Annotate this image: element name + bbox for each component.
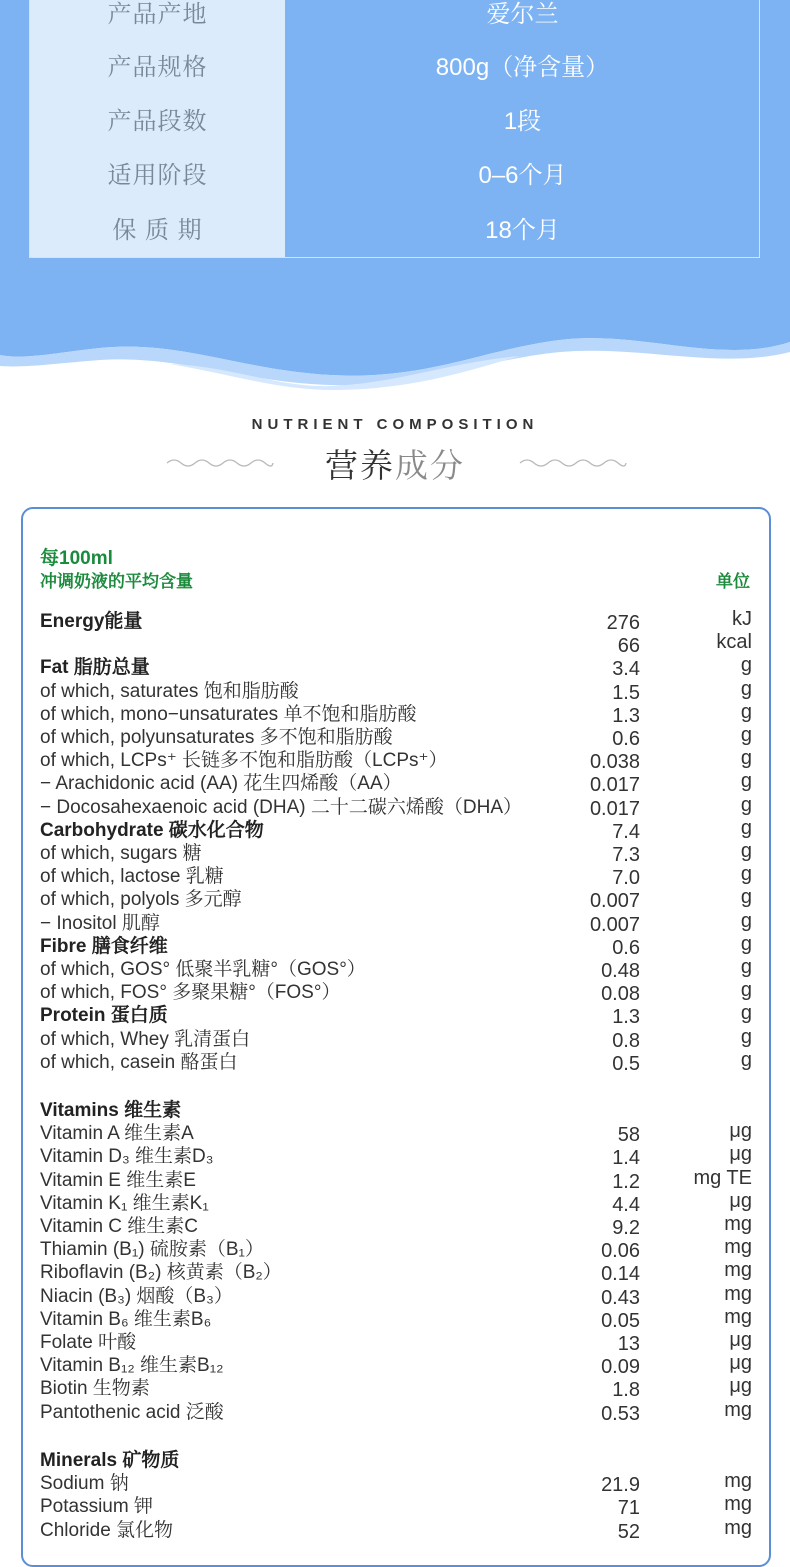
nutrient-row: [40, 1285, 752, 1308]
nutrient-name: − Arachidonic acid (AA) 花生四烯酸（AA）: [40, 773, 402, 794]
nutrient-row: [40, 1238, 752, 1261]
nutrient-value: 0.017: [589, 774, 640, 796]
nutrient-row: [40, 1169, 752, 1192]
nutrient-name: of which, polyunsaturates 多不饱和脂肪酸: [40, 727, 393, 748]
nutrient-unit: mg: [724, 1283, 752, 1305]
wave-divider: [0, 270, 790, 400]
nutrient-unit: mg: [724, 1213, 752, 1235]
nutrient-unit: g: [740, 747, 752, 769]
nutrient-name: Pantothenic acid 泛酸: [40, 1402, 224, 1423]
nutrient-row: [40, 749, 752, 772]
unit-header: 单位: [716, 572, 750, 591]
info-label: 适用阶段: [107, 162, 208, 189]
right-squiggle-decoration: [518, 455, 628, 471]
nutrient-row: [40, 1261, 752, 1284]
nutrient-unit: mg: [724, 1493, 752, 1515]
nutrient-row: [40, 1519, 752, 1542]
nutrient-row: [40, 1354, 752, 1377]
nutrient-unit: mg: [724, 1470, 752, 1492]
nutrient-unit: g: [740, 840, 752, 862]
per-100ml-label: 每100ml: [40, 548, 113, 569]
nutrient-row: [40, 1401, 752, 1424]
nutrient-name: of which, LCPs⁺ 长链多不饱和脂肪酸（LCPs⁺）: [40, 750, 448, 771]
nutrient-row: [40, 1215, 752, 1238]
nutrient-value: 1.5: [612, 682, 640, 704]
nutrient-unit: g: [740, 770, 752, 792]
info-label: 产品段数: [107, 108, 208, 135]
nutrient-row: [40, 772, 752, 795]
info-label: 保 质 期: [112, 217, 203, 244]
nutrient-value: 52: [617, 1521, 640, 1543]
info-row: [30, 41, 760, 95]
nutrient-unit: g: [740, 886, 752, 908]
nutrient-row: [40, 680, 752, 703]
nutrient-name: Thiamin (B₁) 硫胺素（B₁）: [40, 1239, 264, 1260]
nutrient-unit: g: [740, 910, 752, 932]
per-100ml-sublabel: 冲调奶液的平均含量: [40, 572, 193, 591]
nutrient-unit: g: [740, 933, 752, 955]
info-value: 0–6个月: [478, 162, 567, 189]
nutrient-row: [40, 1004, 752, 1027]
nutrient-value: 58: [617, 1124, 640, 1146]
nutrient-value: 4.4: [612, 1194, 640, 1216]
nutrient-row: [40, 1495, 752, 1518]
nutrient-name: Fat 脂肪总量: [40, 657, 150, 678]
nutrient-unit: mg: [724, 1306, 752, 1328]
section-title-en: NUTRIENT COMPOSITION: [251, 416, 539, 433]
nutrient-row: [40, 819, 752, 842]
nutrient-unit: mg TE: [693, 1167, 752, 1189]
nutrient-unit: g: [740, 701, 752, 723]
nutrient-value: 0.14: [601, 1263, 640, 1285]
nutrient-row: [40, 1449, 752, 1472]
nutrient-row: [40, 796, 752, 819]
nutrient-unit: kJ: [732, 608, 752, 630]
info-value: 18个月: [485, 217, 560, 244]
nutrient-row: [40, 1331, 752, 1354]
nutrient-unit: g: [740, 654, 752, 676]
nutrient-unit: g: [740, 678, 752, 700]
nutrient-name: Niacin (B₃) 烟酸（B₃）: [40, 1286, 233, 1307]
nutrient-value: 66: [617, 635, 640, 657]
nutrient-name: Vitamin E 维生素E: [40, 1170, 196, 1191]
nutrient-value: 13: [617, 1333, 640, 1355]
nutrient-name: Vitamins 维生素: [40, 1100, 182, 1121]
info-row: [30, 149, 760, 203]
info-row: [30, 95, 760, 149]
section-title-cn-dark: 营养: [325, 447, 395, 484]
nutrient-unit: μg: [729, 1143, 752, 1165]
nutrient-row: [40, 610, 752, 633]
nutrient-row: [40, 1099, 752, 1122]
nutrient-value: 1.3: [612, 1006, 640, 1028]
nutrient-row: [40, 1192, 752, 1215]
nutrient-value: 0.08: [601, 983, 640, 1005]
nutrient-row: [40, 656, 752, 679]
nutrient-row: [40, 981, 752, 1004]
nutrient-row: [40, 1308, 752, 1331]
nutrient-name: of which, lactose 乳糖: [40, 866, 224, 887]
nutrient-value: 0.8: [612, 1030, 640, 1052]
nutrient-value: 0.007: [589, 914, 640, 936]
nutrient-value: 1.3: [612, 705, 640, 727]
nutrient-unit: mg: [724, 1259, 752, 1281]
nutrient-name: of which, FOS° 多聚果糖°（FOS°）: [40, 982, 341, 1003]
product-info-table: [29, 0, 760, 258]
nutrient-value: 9.2: [612, 1217, 640, 1239]
nutrient-value: 0.05: [601, 1310, 640, 1332]
nutrient-name: Potassium 钾: [40, 1496, 153, 1517]
nutrient-value: 7.4: [612, 821, 640, 843]
nutrient-row: [40, 1122, 752, 1145]
nutrient-name: Energy能量: [40, 611, 143, 632]
nutrient-unit: g: [740, 724, 752, 746]
nutrient-value: 21.9: [601, 1474, 640, 1496]
nutrient-value: 71: [617, 1497, 640, 1519]
left-squiggle-decoration: [165, 455, 275, 471]
nutrient-name: Biotin 生物素: [40, 1378, 150, 1399]
nutrient-value: 1.4: [612, 1147, 640, 1169]
nutrient-name: of which, Whey 乳清蛋白: [40, 1029, 251, 1050]
nutrient-name: of which, saturates 饱和脂肪酸: [40, 681, 299, 702]
nutrient-row: [40, 1472, 752, 1495]
nutrient-value: 276: [606, 612, 640, 634]
nutrient-name: Protein 蛋白质: [40, 1005, 168, 1026]
nutrient-row: [40, 912, 752, 935]
nutrient-unit: μg: [729, 1375, 752, 1397]
nutrient-unit: g: [740, 794, 752, 816]
nutrient-name: − Docosahexaenoic acid (DHA) 二十二碳六烯酸（DHA）: [40, 797, 522, 818]
nutrient-row: [40, 1028, 752, 1051]
nutrient-value: 7.0: [612, 867, 640, 889]
nutrient-name: of which, casein 酪蛋白: [40, 1052, 238, 1073]
nutrient-value: 7.3: [612, 844, 640, 866]
section-title-cn: [0, 440, 790, 487]
nutrient-unit: μg: [729, 1329, 752, 1351]
nutrient-value: 0.007: [589, 890, 640, 912]
nutrient-value: 0.09: [601, 1356, 640, 1378]
nutrient-name: Vitamin B₆ 维生素B₆: [40, 1309, 212, 1330]
nutrient-value: 0.017: [589, 798, 640, 820]
nutrient-value: 0.53: [601, 1403, 640, 1425]
nutrient-name: Vitamin C 维生素C: [40, 1216, 199, 1237]
nutrient-value: 0.06: [601, 1240, 640, 1262]
info-value: 爱尔兰: [486, 1, 559, 28]
info-value: 800g（净含量）: [435, 54, 610, 81]
nutrient-row: [40, 888, 752, 911]
info-label: 产品规格: [107, 54, 208, 81]
nutrient-row: [40, 1377, 752, 1400]
nutrient-row: [40, 1145, 752, 1168]
nutrient-value: 0.6: [612, 728, 640, 750]
nutrient-value: 3.4: [612, 658, 640, 680]
nutrient-value: 0.038: [589, 751, 640, 773]
nutrient-name: Chloride 氯化物: [40, 1520, 174, 1541]
nutrient-name: Fibre 膳食纤维: [40, 936, 168, 957]
nutrient-unit: g: [740, 817, 752, 839]
nutrient-name: Minerals 矿物质: [40, 1450, 180, 1471]
nutrient-row: [40, 958, 752, 981]
nutrient-value: 0.48: [601, 960, 640, 982]
nutrient-row: [40, 842, 752, 865]
nutrient-unit: g: [740, 979, 752, 1001]
nutrient-unit: g: [740, 1026, 752, 1048]
info-label: 产品产地: [107, 1, 208, 28]
nutrient-row: [40, 726, 752, 749]
nutrient-row: [40, 935, 752, 958]
nutrient-unit: μg: [729, 1190, 752, 1212]
nutrient-row: [40, 633, 752, 656]
nutrient-unit: mg: [724, 1517, 752, 1539]
nutrient-unit: μg: [729, 1352, 752, 1374]
nutrient-value: 1.8: [612, 1379, 640, 1401]
nutrient-name: Folate 叶酸: [40, 1332, 137, 1353]
nutrient-value: 0.43: [601, 1287, 640, 1309]
nutrient-value: 1.2: [612, 1171, 640, 1193]
nutrient-unit: g: [740, 1002, 752, 1024]
nutrient-name: of which, mono−unsaturates 单不饱和脂肪酸: [40, 704, 417, 725]
section-title-cn-light: 成分: [395, 447, 465, 484]
nutrient-unit: μg: [729, 1120, 752, 1142]
nutrient-row: [40, 1051, 752, 1074]
nutrient-name: Vitamin B₁₂ 维生素B₁₂: [40, 1355, 224, 1376]
nutrient-name: of which, polyols 多元醇: [40, 889, 242, 910]
nutrient-name: Sodium 钠: [40, 1473, 129, 1494]
nutrient-name: − Inositol 肌醇: [40, 913, 160, 934]
nutrient-row: [40, 865, 752, 888]
nutrient-name: Riboflavin (B₂) 核黄素（B₂）: [40, 1262, 282, 1283]
info-value: 1段: [503, 108, 542, 135]
nutrient-name: Vitamin K₁ 维生素K₁: [40, 1193, 209, 1214]
nutrient-unit: mg: [724, 1236, 752, 1258]
nutrient-unit: kcal: [716, 631, 752, 653]
nutrient-unit: g: [740, 1049, 752, 1071]
nutrient-value: 0.6: [612, 937, 640, 959]
nutrient-name: Vitamin A 维生素A: [40, 1123, 194, 1144]
nutrient-unit: mg: [724, 1399, 752, 1421]
nutrient-name: of which, sugars 糖: [40, 843, 202, 864]
nutrient-value: 0.5: [612, 1053, 640, 1075]
nutrient-name: Carbohydrate 碳水化合物: [40, 820, 264, 841]
info-row: [30, 204, 760, 258]
nutrient-name: Vitamin D₃ 维生素D₃: [40, 1146, 214, 1167]
nutrient-unit: g: [740, 863, 752, 885]
nutrient-name: of which, GOS° 低聚半乳糖°（GOS°）: [40, 959, 366, 980]
nutrient-row: [40, 703, 752, 726]
info-row: [30, 0, 760, 42]
nutrient-unit: g: [740, 956, 752, 978]
